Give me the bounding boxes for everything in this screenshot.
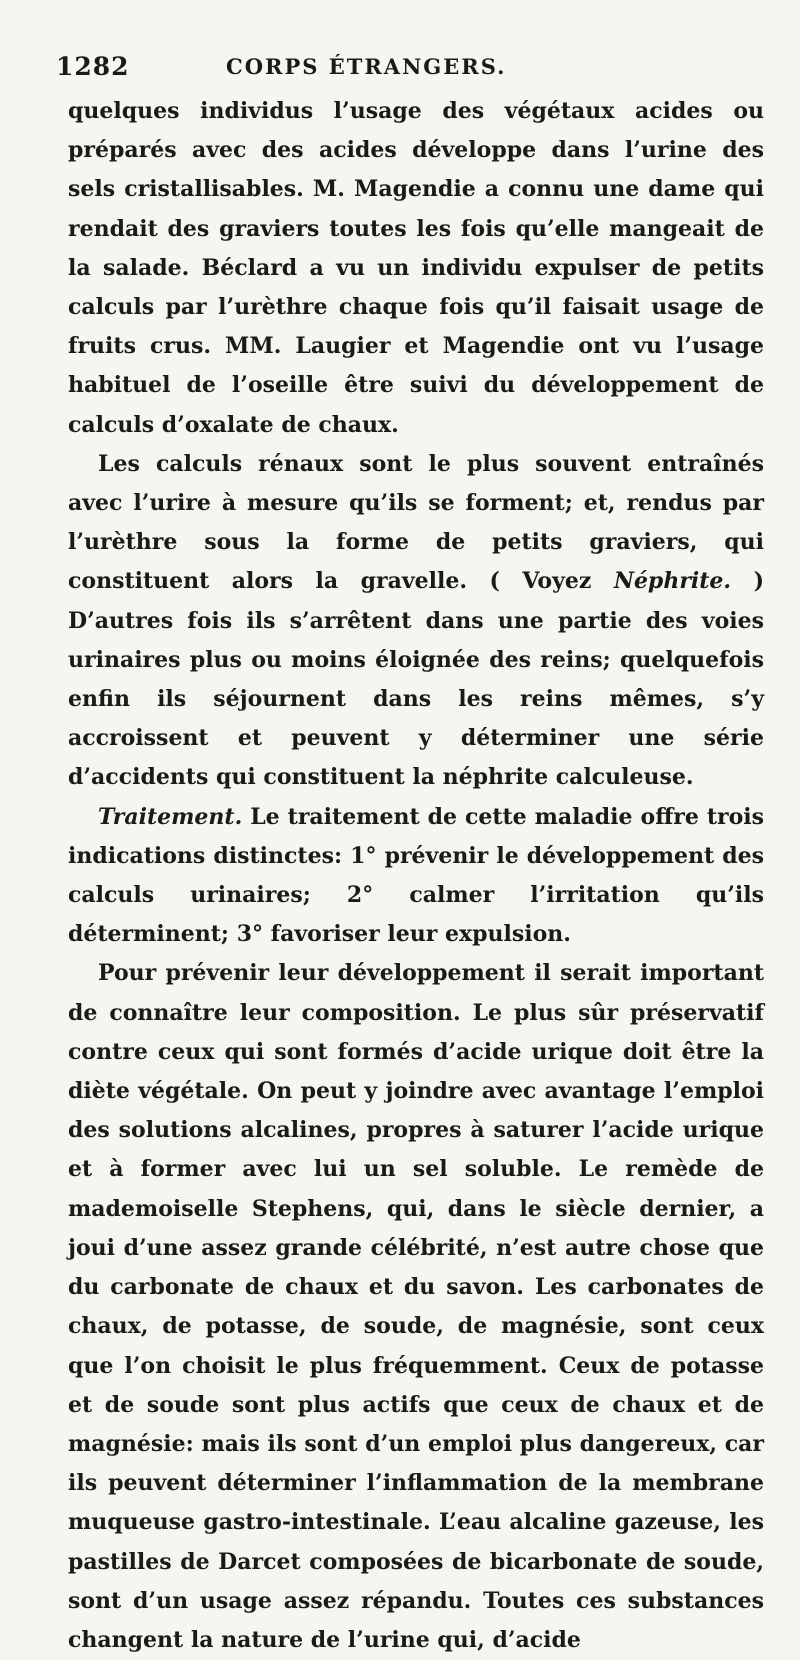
paragraph-prevention	[68, 954, 764, 1660]
paragraph-treatment	[68, 798, 764, 955]
running-title: CORPS ÉTRANGERS.	[226, 54, 507, 79]
body-text	[68, 92, 764, 1660]
page-number: 1282	[56, 52, 130, 81]
section-heading-traitement: Traitement.	[98, 803, 243, 830]
text-segment: ) D’autres fois ils s’arrêtent dans une partie des voies urinaires plus ou moins éloignée des reins; quelquefois enfin ils séjournent dans les reins mêmes, s’y accroissent et peuvent y déterminer une série d’accidents qui constituent la néphrite calculeuse.	[68, 568, 764, 791]
running-head	[56, 52, 756, 86]
paragraph-continuation	[68, 92, 764, 445]
cross-reference-nephrite: Néphrite.	[613, 568, 732, 595]
text-segment: Les calculs rénaux sont le plus souvent entraînés avec l’urire à mesure qu’ils se forment; et, rendus par l’urèthre sous la forme de petits graviers, qui constituent alors la gravelle. ( Voyez	[68, 450, 764, 595]
text-segment: quelques individus l’usage des végétaux acides ou préparés avec des acides développe dans l’urine des sels cristallisables. M. Magendie a connu une dame qui rendait des graviers toutes les fois qu’elle mangeait de la salade. Béclard a vu un individu expulser de petits calculs par l’urèthre chaque fois qu’il faisait usage de fruits crus. MM. Laugier et Magendie ont vu l’usage habituel de l’oseille être suivi du développement de calculs d’oxalate de chaux.	[68, 98, 764, 438]
text-segment: Le traitement de cette maladie offre trois indications distinctes: 1° prévenir le développement des calculs urinaires; 2° calmer l’irritation qu’ils déterminent; 3° favoriser leur expulsion.	[68, 803, 764, 948]
text-segment: Pour prévenir leur développement il serait important de connaître leur composition. Le plus sûr préservatif contre ceux qui sont formés d’acide urique doit être la diète végétale. On peut y joindre avec avantage l’emploi des solutions alcalines, propres à saturer l’acide urique et à former avec lui un sel soluble. Le remède de mademoiselle Stephens, qui, dans le siècle dernier, a joui d’une assez grande célébrité, n’est autre chose que du carbonate de chaux et du savon. Les carbonates de chaux, de potasse, de soude, de magnésie, sont ceux que l’on choisit le plus fréquemment. Ceux de potasse et de soude sont plus actifs que ceux de chaux et de magnésie: mais ils sont d’un emploi plus dangereux, car ils peuvent déterminer l’inflammation de la membrane muqueuse gastro-intestinale. L’eau alcaline gazeuse, les pastilles de Darcet composées de bicarbonate de soude, sont d’un usage assez répandu. Toutes ces substances changent la nature de l’urine qui, d’acide	[68, 960, 764, 1653]
paragraph-renal-calculi	[68, 445, 764, 798]
